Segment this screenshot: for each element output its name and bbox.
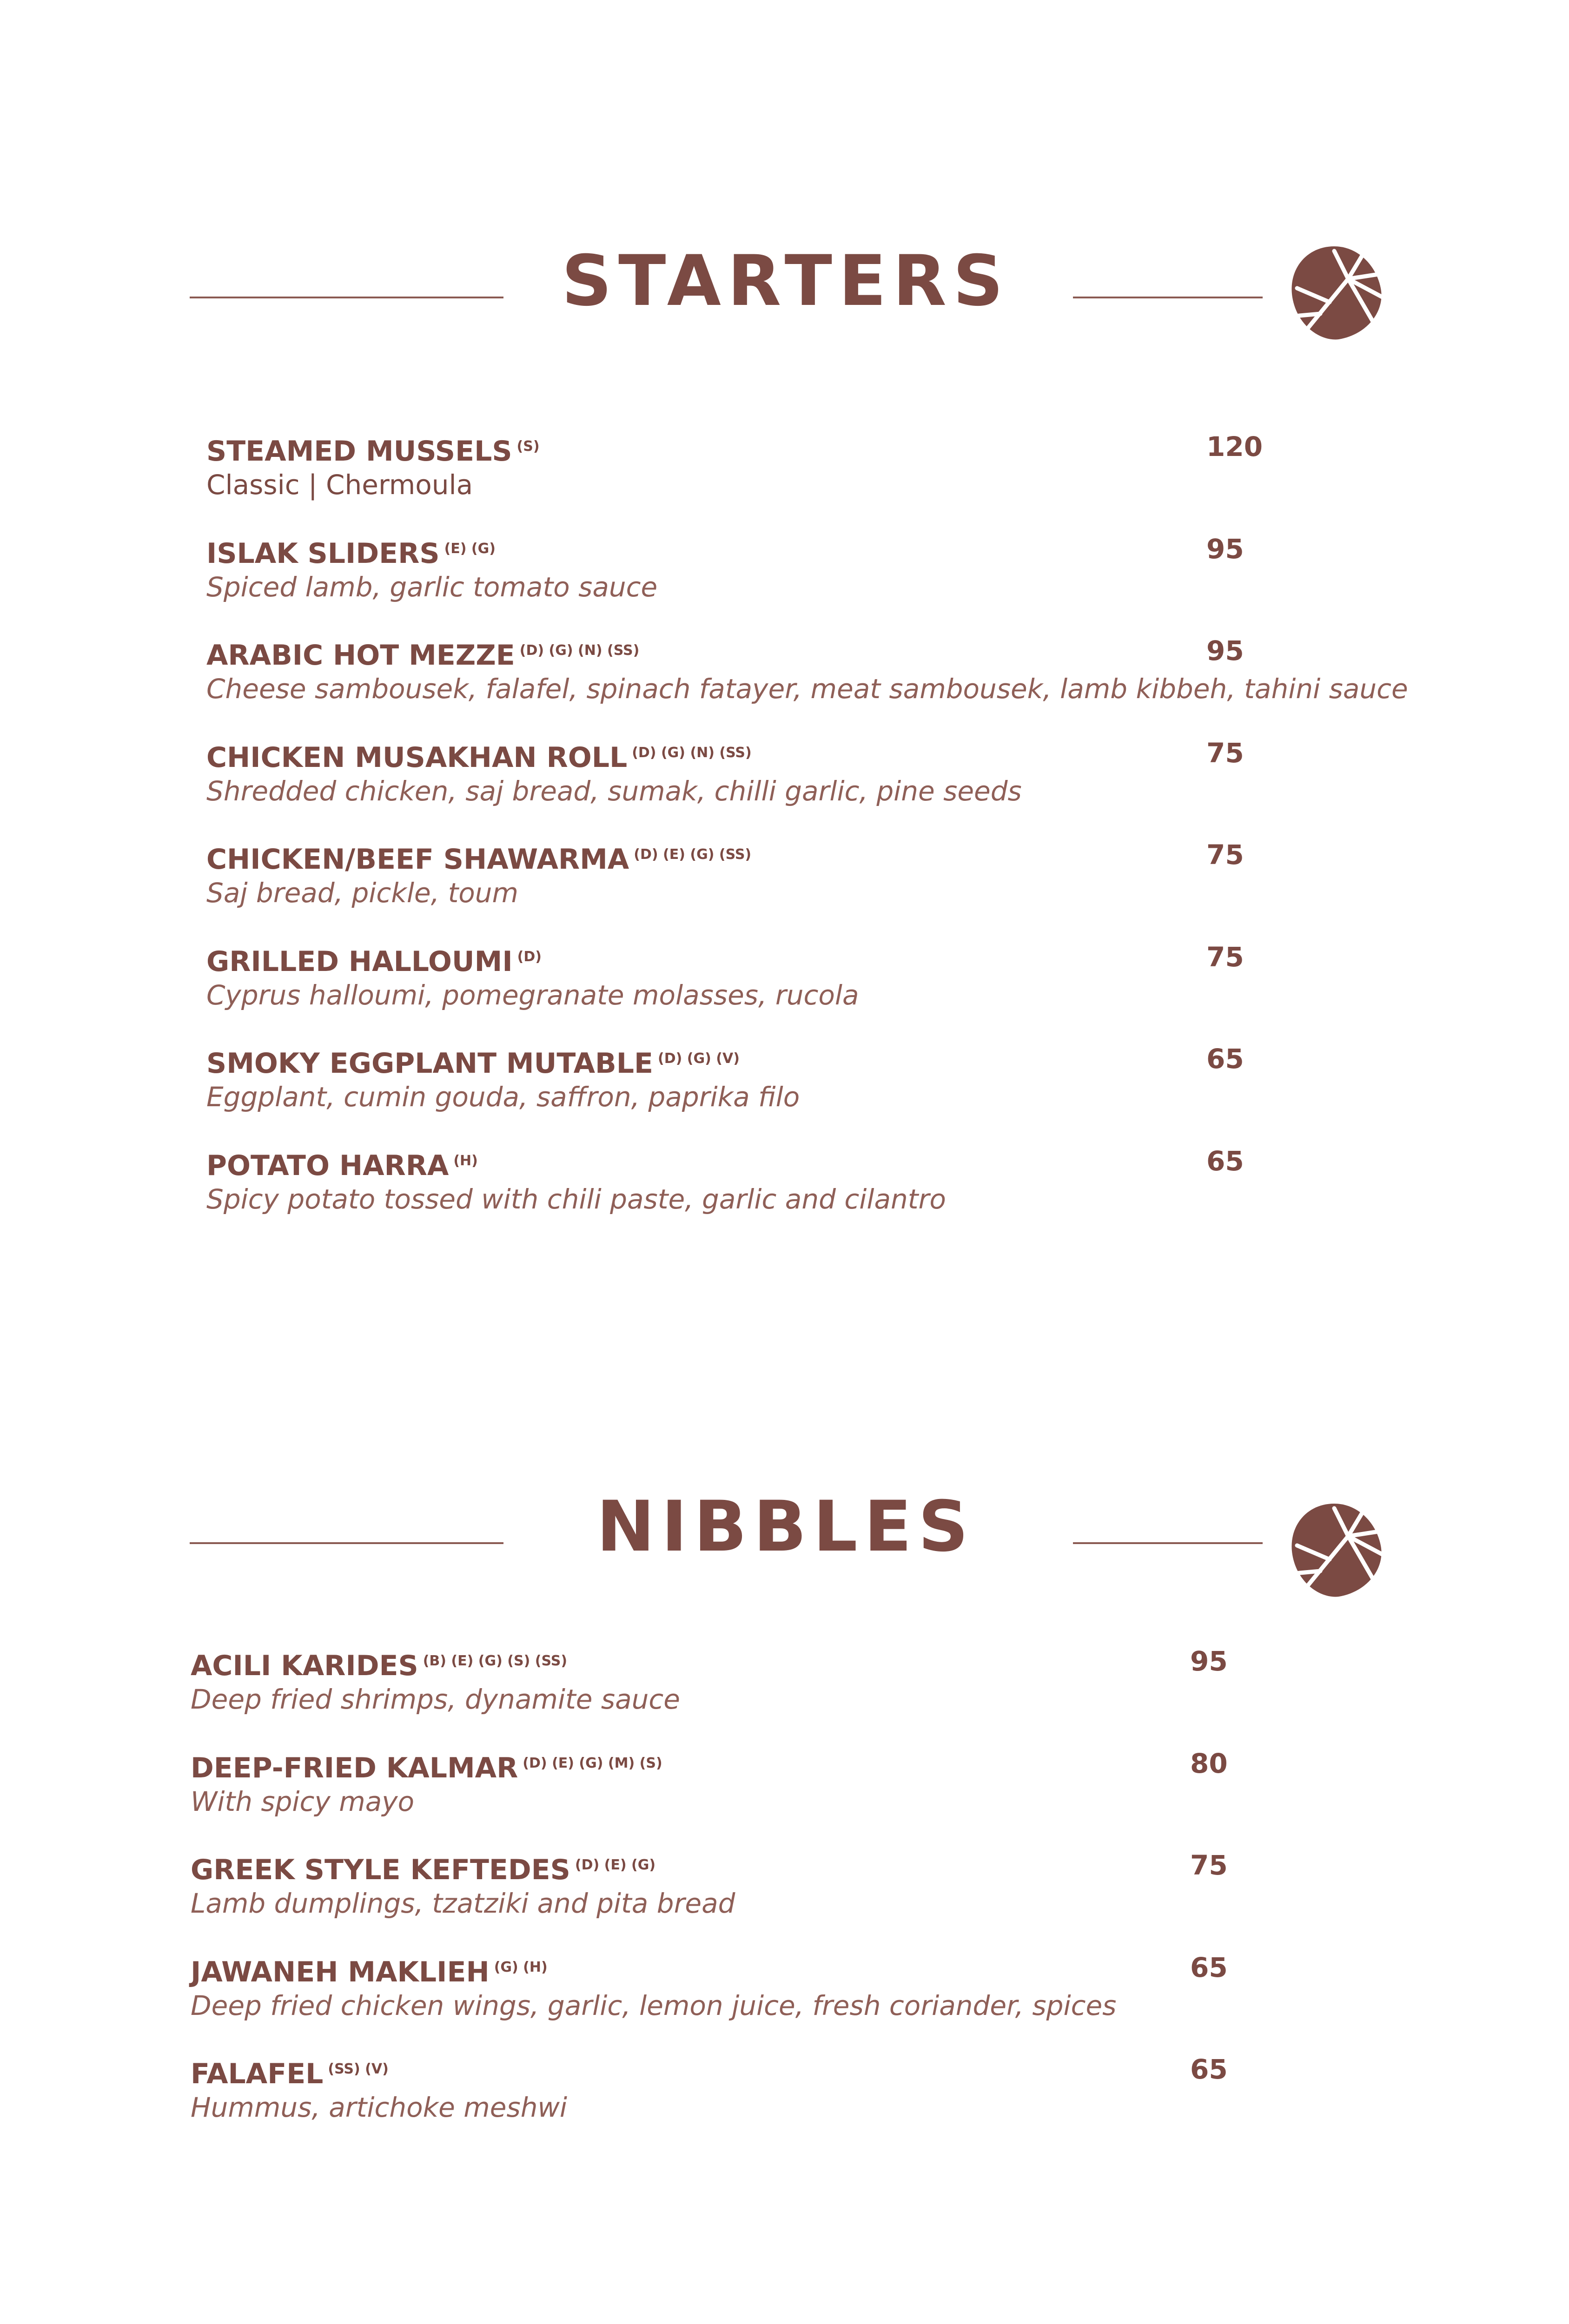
allergen-tags: (D) (G) (V) bbox=[658, 1050, 740, 1067]
nibbles-menu-item bbox=[191, 1849, 735, 1920]
item-name: JAWANEH MAKLIEH bbox=[191, 1955, 490, 1988]
allergen-tags: (D) (E) (G) (M) (S) bbox=[523, 1755, 662, 1771]
item-name-line bbox=[191, 1951, 1116, 1989]
item-name: CHICKEN/BEEF SHAWARMA bbox=[206, 843, 629, 876]
starters-menu-item bbox=[206, 532, 657, 604]
item-name: ISLAK SLIDERS bbox=[206, 537, 440, 570]
item-name-line bbox=[206, 1144, 946, 1182]
starters-menu-item bbox=[206, 736, 1022, 808]
starters-rule-right bbox=[1073, 297, 1263, 298]
monstera-leaf-icon bbox=[1278, 237, 1390, 349]
item-name: GRILLED HALLOUMI bbox=[206, 945, 513, 978]
allergen-tags: (S) bbox=[516, 438, 540, 455]
item-description: Spicy potato tossed with chili paste, garlic and cilantro bbox=[206, 1183, 946, 1215]
item-price: 120 bbox=[1206, 431, 1263, 462]
allergen-tags: (D) (G) (N) (SS) bbox=[519, 642, 640, 659]
item-description: With spicy mayo bbox=[191, 1785, 415, 1817]
allergen-tags: (D) (E) (G) bbox=[575, 1857, 656, 1873]
item-name: CHICKEN MUSAKHAN ROLL bbox=[206, 741, 628, 774]
item-price: 65 bbox=[1190, 1951, 1228, 1983]
item-description: Hummus, artichoke meshwi bbox=[191, 2092, 568, 2123]
item-description: Deep fried chicken wings, garlic, lemon juice, fresh coriander, spices bbox=[191, 1989, 1117, 2021]
item-price: 95 bbox=[1190, 1645, 1228, 1677]
item-price: 75 bbox=[1206, 839, 1244, 871]
nibbles-menu-item bbox=[191, 1951, 1116, 2022]
starters-menu-item bbox=[206, 838, 751, 910]
nibbles-rule-left bbox=[190, 1542, 503, 1544]
item-description: Lamb dumplings, tzatziki and pita bread bbox=[191, 1888, 735, 1919]
starters-title: STARTERS bbox=[562, 241, 1010, 322]
item-name: POTATO HARRA bbox=[206, 1149, 449, 1182]
item-name-line bbox=[191, 2053, 567, 2091]
item-name: ARABIC HOT MEZZE bbox=[206, 639, 515, 672]
item-price: 95 bbox=[1206, 635, 1244, 667]
item-name-line bbox=[191, 1747, 662, 1785]
item-description: Eggplant, cumin gouda, saffron, paprika filo bbox=[206, 1081, 800, 1113]
item-name-line bbox=[206, 532, 657, 570]
item-description: Spiced lamb, garlic tomato sauce bbox=[206, 571, 658, 603]
item-description: Deep fried shrimps, dynamite sauce bbox=[191, 1684, 680, 1715]
allergen-tags: (B) (E) (G) (S) (SS) bbox=[423, 1653, 568, 1669]
starters-menu-item bbox=[206, 1042, 800, 1114]
item-price: 65 bbox=[1206, 1043, 1244, 1075]
item-description: Cheese sambousek, falafel, spinach fatayer, meat sambousek, lamb kibbeh, tahini sauce bbox=[206, 673, 1408, 705]
starters-menu-item bbox=[206, 940, 859, 1012]
item-price: 80 bbox=[1190, 1747, 1228, 1779]
allergen-tags: (H) bbox=[453, 1152, 478, 1169]
item-name-line bbox=[206, 736, 1022, 774]
item-name: GREEK STYLE KEFTEDES bbox=[191, 1854, 570, 1886]
monstera-leaf-icon bbox=[1278, 1494, 1390, 1606]
item-name-line bbox=[191, 1849, 735, 1887]
nibbles-title: NIBBLES bbox=[596, 1486, 975, 1567]
allergen-tags: (D) (E) (G) (SS) bbox=[634, 846, 752, 863]
item-name: ACILI KARIDES bbox=[191, 1650, 418, 1682]
allergen-tags: (SS) (V) bbox=[328, 2061, 389, 2077]
nibbles-rule-right bbox=[1073, 1542, 1263, 1544]
item-description: Classic | Chermoula bbox=[206, 469, 473, 501]
item-name-line bbox=[191, 1644, 680, 1683]
item-price: 75 bbox=[1206, 737, 1244, 769]
starters-rule-left bbox=[190, 297, 503, 298]
item-description: Shredded chicken, saj bread, sumak, chilli garlic, pine seeds bbox=[206, 775, 1022, 807]
item-name: FALAFEL bbox=[191, 2058, 324, 2090]
item-name-line bbox=[206, 838, 751, 876]
item-description: Saj bread, pickle, toum bbox=[206, 877, 519, 909]
item-price: 95 bbox=[1206, 533, 1244, 565]
item-name: SMOKY EGGPLANT MUTABLE bbox=[206, 1047, 653, 1080]
allergen-tags: (D) bbox=[517, 948, 542, 965]
item-name-line bbox=[206, 940, 859, 978]
item-name-line bbox=[206, 1042, 800, 1080]
item-name: STEAMED MUSSELS bbox=[206, 435, 512, 468]
nibbles-menu-item bbox=[191, 1644, 680, 1716]
nibbles-menu-item bbox=[191, 2053, 567, 2124]
item-price: 75 bbox=[1190, 1849, 1228, 1881]
item-description: Cyprus halloumi, pomegranate molasses, rucola bbox=[206, 979, 859, 1011]
item-price: 75 bbox=[1206, 941, 1244, 973]
item-name-line bbox=[206, 430, 540, 468]
starters-menu-item bbox=[206, 1144, 946, 1216]
item-price: 65 bbox=[1206, 1145, 1244, 1177]
nibbles-menu-item bbox=[191, 1747, 662, 1818]
item-name: DEEP-FRIED KALMAR bbox=[191, 1751, 518, 1784]
item-price: 65 bbox=[1190, 2053, 1228, 2085]
allergen-tags: (G) (H) bbox=[494, 1959, 548, 1975]
allergen-tags: (E) (G) bbox=[444, 540, 496, 557]
allergen-tags: (D) (G) (N) (SS) bbox=[632, 744, 752, 761]
starters-menu-item bbox=[206, 430, 540, 502]
